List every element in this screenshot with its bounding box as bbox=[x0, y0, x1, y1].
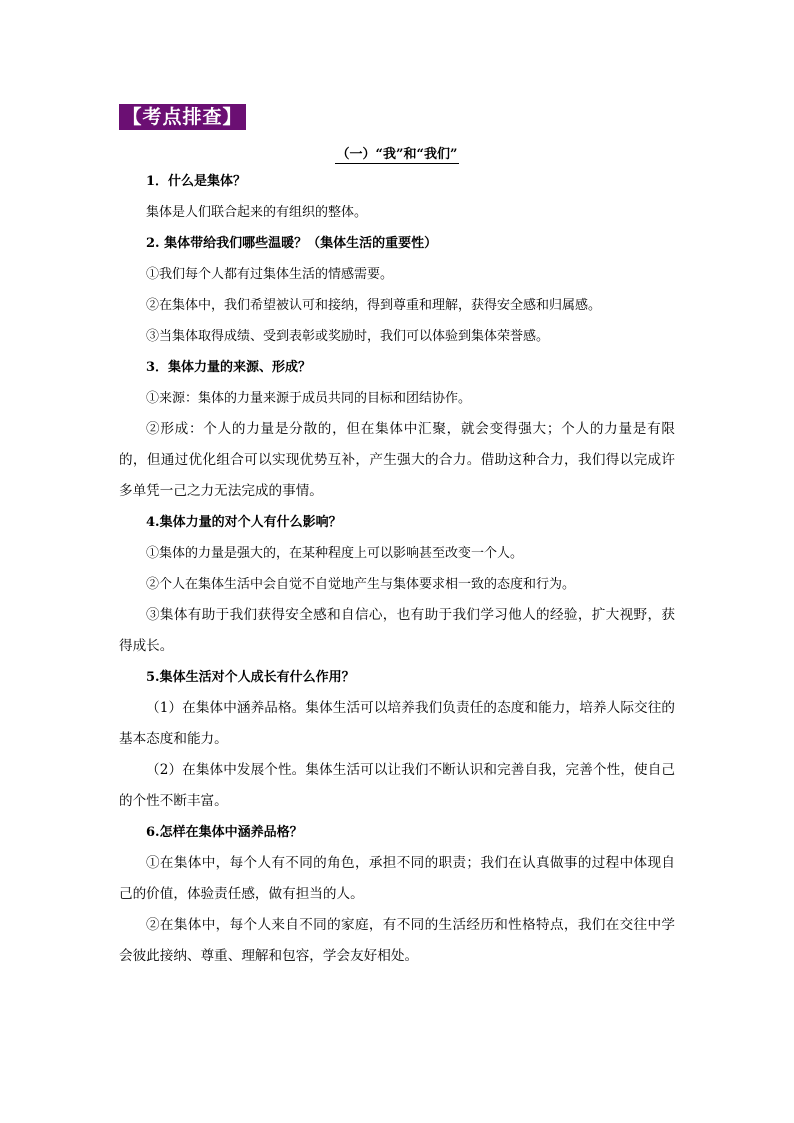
question-5-item: （1）在集体中涵养品格。集体生活可以培养我们负责任的态度和能力，培养人际交往的基本态度和能力。 bbox=[119, 700, 675, 747]
question-6-item: ①在集体中，每个人有不同的角色，承担不同的职责；我们在认真做事的过程中体现自己的价值，体验责任感，做有担当的人。 bbox=[119, 855, 675, 902]
question-2-item: ②在集体中，我们希望被认可和接纳，得到尊重和理解，获得安全感和归属感。 bbox=[146, 298, 602, 313]
question-4-item: ③集体有助于我们获得安全感和自信心，也有助于我们学习他人的经验，扩大视野，获得成长。 bbox=[119, 607, 675, 654]
section-banner: 【考点排查】 bbox=[119, 104, 246, 130]
question-3-title: 3．集体力量的来源、形成？ bbox=[146, 360, 312, 375]
question-4-item: ①集体的力量是强大的，在某种程度上可以影响甚至改变一个人。 bbox=[146, 546, 524, 561]
question-2-title: 2. 集体带给我们哪些温暖？（集体生活的重要性） bbox=[146, 236, 438, 251]
question-3-item: ②形成：个人的力量是分散的，但在集体中汇聚，就会变得强大；个人的力量是有限的，但通过优化组合可以实现优势互补，产生强大的合力。借助这种合力，我们得以完成许多单凭一己之力无法完成的事情。 bbox=[119, 421, 675, 499]
question-5-title: 5.集体生活对个人成长有什么作用？ bbox=[146, 670, 355, 685]
question-1-title: 1．什么是集体？ bbox=[146, 174, 247, 189]
question-6-title: 6.怎样在集体中涵养品格？ bbox=[146, 825, 303, 840]
question-6-item: ②在集体中，每个人来自不同的家庭，有不同的生活经历和性格特点，我们在交往中学会彼此接纳、尊重、理解和包容，学会友好相处。 bbox=[119, 917, 675, 964]
question-2-item: ③当集体取得成绩、受到表彰或奖励时，我们可以体验到集体荣誉感。 bbox=[146, 329, 550, 344]
section-title-text: （一）“我”和“我们” bbox=[336, 147, 458, 162]
question-2-item: ①我们每个人都有过集体生活的情感需要。 bbox=[146, 267, 394, 282]
question-4-title: 4.集体力量的对个人有什么影响？ bbox=[146, 515, 342, 530]
question-1-answer: 集体是人们联合起来的有组织的整体。 bbox=[146, 205, 368, 220]
document-body bbox=[119, 166, 675, 972]
question-5-item: （2）在集体中发展个性。集体生活可以让我们不断认识和完善自我，完善个性，使自己的个性不断丰富。 bbox=[119, 762, 675, 809]
question-4-item: ②个人在集体生活中会自觉不自觉地产生与集体要求相一致的态度和行为。 bbox=[146, 577, 576, 592]
question-3-item: ①来源：集体的力量来源于成员共同的目标和团结协作。 bbox=[146, 391, 472, 406]
section-title bbox=[119, 147, 675, 163]
